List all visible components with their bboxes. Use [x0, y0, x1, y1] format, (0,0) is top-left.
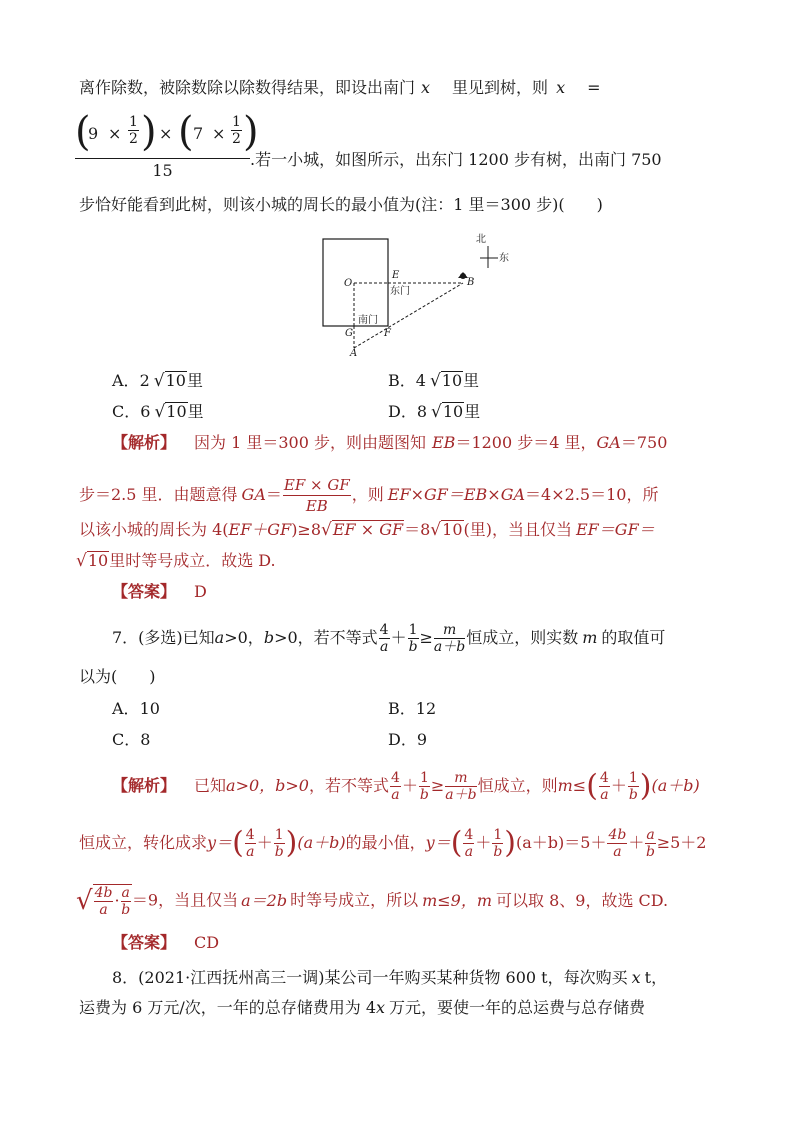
option-letter: B．: [388, 371, 416, 390]
q7-analysis-line-3: √ $\frac{4b}{a}$ · $\frac{a}{b}$ ＝9，当且仅当 a＝2b 时等号成立，所以 m≤9，m 可以取 8、9，故选 CD.: [76, 885, 669, 918]
var: EF＝GF＝: [576, 520, 655, 539]
dot: ·: [114, 891, 120, 910]
label-east: 东: [499, 253, 509, 264]
num: 1: [232, 114, 241, 130]
den: b: [493, 844, 503, 860]
option-text: 9: [416, 730, 428, 749]
den: b: [121, 902, 131, 918]
q7-option-c: [112, 728, 150, 752]
var: GA: [241, 485, 266, 504]
paren: ): [141, 109, 157, 155]
label-B: B: [467, 277, 475, 288]
frac: [94, 885, 114, 918]
var: y＝: [207, 833, 233, 852]
text: 已知: [194, 776, 227, 795]
unit: 里: [187, 402, 204, 421]
frac-4-over-a: [390, 770, 401, 803]
option-letter: C．: [112, 730, 141, 749]
frac: [121, 885, 131, 918]
q7-option-d: [388, 728, 427, 752]
num: EF × GF: [283, 476, 350, 494]
den: a: [464, 844, 474, 860]
number-7: 7: [193, 124, 204, 143]
text: 步＝2.5 里．由题意得: [79, 485, 238, 504]
q7-analysis-line-2: 恒成立，转化成求y＝( $\frac{4}{a}$ ＋ $\frac{1}{b}$ )(a＋b)的最小值，y＝( $\frac{4}{a}$ ＋ $\frac{1}{b}$ )(a＋b)＝5＋ $\frac{4b}{a}$ ＋ $\frac{a}{b}$ ≥5＋2: [79, 825, 707, 861]
q6-option-d: D．8 √10里: [388, 402, 481, 422]
num: 4: [245, 827, 255, 843]
text: 时等号成立，所以: [290, 890, 419, 910]
text: 8．(2021·江西抚州高三一调)某公司一年购买某种货物 600 t，每次购买: [112, 968, 628, 987]
text: 恒成立，则实数: [466, 628, 579, 647]
option-letter: D．: [388, 402, 417, 421]
text: t，: [644, 968, 668, 987]
plus: ＋: [628, 833, 645, 852]
text: 因为 1 里＝300 步，则由题图知: [194, 433, 426, 452]
ge: ≥: [419, 628, 433, 647]
option-text: 8: [140, 730, 151, 749]
q8-line-2: [79, 996, 645, 1020]
num: 1: [274, 827, 284, 843]
var: m≤: [557, 776, 587, 795]
label-F: F: [384, 328, 391, 339]
label-A: A: [350, 348, 358, 359]
num: m: [434, 622, 465, 639]
option-text: 12: [415, 699, 437, 718]
var: EF＋GF: [228, 520, 292, 539]
paren: ): [243, 109, 259, 155]
unit: 里: [186, 371, 203, 390]
q6-analysis-line-4: √10里时等号成立．故选 D.: [76, 551, 276, 571]
num: m: [445, 770, 476, 787]
frac-4-over-a: [599, 770, 610, 803]
plus: ＋: [610, 776, 627, 795]
unit: 里: [464, 402, 481, 421]
radicand: 10: [87, 551, 109, 570]
times: ×: [108, 124, 122, 143]
num: 1: [628, 770, 638, 786]
analysis-tag: 【解析】: [112, 776, 177, 795]
num: 4: [379, 622, 389, 638]
text: >0，: [224, 628, 264, 647]
var: m: [582, 628, 598, 647]
var-x: x: [421, 78, 431, 97]
num: 4b: [608, 827, 627, 843]
option-letter: C．: [112, 402, 141, 421]
den: a＋b: [433, 639, 466, 655]
num: a: [121, 885, 130, 901]
num: 1: [493, 827, 503, 843]
q6-analysis-line-1: [112, 431, 667, 455]
paren: (: [75, 109, 91, 155]
radicand: 10: [165, 371, 186, 390]
den: a: [391, 787, 400, 803]
times: ×: [159, 124, 173, 143]
option-letter: D．: [388, 730, 417, 749]
var: GA: [596, 433, 621, 452]
label-G: G: [345, 328, 353, 339]
plus: ＋: [401, 776, 418, 795]
ge: ≥: [430, 776, 445, 795]
var: x: [631, 968, 641, 987]
var: x: [376, 998, 386, 1017]
num: 4: [599, 770, 609, 786]
text: (里)，当且仅当: [463, 520, 572, 539]
text: 的最小值，: [345, 833, 426, 852]
q7-option-a: [112, 697, 160, 721]
radicand: 10: [441, 371, 463, 390]
var: EB: [432, 433, 456, 452]
q7-answer: [112, 931, 219, 955]
condition: a＝2b: [241, 890, 288, 910]
den: EB: [305, 497, 328, 515]
frac-m-over-ab: [445, 770, 476, 803]
text: 运费为 6 万元/次，一年的总存储费用为 4: [79, 998, 377, 1017]
den: a: [99, 902, 108, 918]
q6-option-b: B．4 √10里: [388, 371, 480, 391]
option-letter: B．: [388, 699, 416, 718]
frac-4b-over-a: [607, 827, 627, 860]
text: 里时等号成立．故选 D.: [109, 551, 276, 570]
condition: a>0，b>0: [226, 776, 309, 795]
option-letter: A．: [112, 371, 140, 390]
text: 离作除数，被除数除以除数得结果，即设出南门: [79, 78, 416, 97]
analysis-tag: 【解析】: [112, 433, 177, 452]
var: a: [214, 628, 225, 647]
frac-4-over-a: [379, 622, 390, 655]
q6-answer: [112, 580, 207, 604]
q7-stem-line-1: [112, 622, 665, 655]
den: a＋b: [445, 787, 477, 803]
plus: ＋: [475, 833, 492, 852]
q8-line-1: [112, 966, 667, 990]
frac-a-over-b: [645, 827, 655, 860]
frac-1-over-b: [419, 770, 430, 803]
num: 4: [464, 827, 474, 843]
frac-4-over-a: [463, 827, 474, 860]
text: ＝9，当且仅当: [131, 890, 239, 910]
answer-tag: 【答案】: [112, 582, 177, 601]
label-south-gate: 南门: [358, 315, 378, 326]
q6-line-2: .若一小城，如图所示，出东门 1200 步有树，出南门 750: [250, 150, 662, 169]
text: 7．(多选)已知: [112, 628, 215, 647]
label-east-gate: 东门: [390, 286, 410, 297]
text: 万元，要使一年的总运费与总存储费: [389, 998, 646, 1017]
den: a: [613, 844, 622, 860]
number-9: 9: [88, 124, 99, 143]
var: b: [263, 628, 275, 647]
text: ，若不等式: [309, 776, 390, 795]
den: b: [628, 787, 638, 803]
text: )≥8: [291, 520, 322, 539]
num: 4b: [94, 885, 113, 901]
coef: 8: [416, 402, 428, 421]
var: (a＋b): [297, 833, 346, 852]
den: 2: [232, 131, 241, 147]
var: (a＋b): [651, 776, 700, 795]
coef: 2: [139, 371, 150, 390]
den: a: [246, 844, 255, 860]
frac-m-over-ab: [434, 622, 465, 655]
answer-tag: 【答案】: [112, 933, 177, 952]
radicand: 10: [442, 520, 463, 539]
text: ＝4×2.5＝10，所: [525, 485, 659, 504]
fraction-numerator: [75, 108, 259, 159]
num: 1: [408, 622, 418, 638]
q6-option-a: A．2 √10里: [112, 371, 203, 391]
answer-value: CD: [194, 933, 220, 952]
text: 恒成立，则: [477, 776, 558, 795]
text: 可以取 8、9，故选 CD.: [496, 890, 669, 910]
radicand: 10: [166, 402, 187, 421]
text: ＝8: [404, 520, 431, 539]
num: 4: [391, 770, 400, 786]
q7-analysis-line-1: 【解析】 已知a>0，b>0，若不等式 $\frac{4}{a}$ ＋ $\frac{1}{b}$ ≥ $\frac{m}{a+b}$ 恒成立，则m≤( $\frac{4}{a}$ ＋ $\frac{1}{b}$ )(a＋b): [112, 768, 700, 804]
label-E: E: [392, 270, 400, 281]
ga-fraction: [283, 475, 351, 516]
option-text: 10: [139, 699, 160, 718]
radicand: EF × GF: [332, 520, 404, 539]
coef: 4: [415, 371, 426, 390]
plus: ＋: [390, 628, 407, 647]
q7-stem-line-2: 以为( ): [79, 667, 156, 686]
text: ＝1200 步＝4 里，: [455, 433, 597, 452]
half-fraction: [231, 114, 242, 147]
coef: 6: [140, 402, 151, 421]
q6-analysis-line-2: [79, 475, 658, 516]
frac-4-over-a: [245, 827, 256, 860]
num: 1: [419, 770, 429, 786]
text: 恒成立，转化成求: [79, 833, 208, 852]
sqrt-product: [93, 884, 132, 918]
var: m≤9，m: [422, 890, 493, 910]
q6-analysis-line-3: 以该小城的周长为 4(EF＋GF)≥8√EF × GF＝8√10(里)，当且仅当 EF＝GF＝: [79, 520, 655, 540]
q6-formula-fraction: [75, 108, 259, 183]
frac-1-over-b: [408, 622, 419, 655]
var: y＝: [425, 833, 451, 852]
den: b: [419, 787, 429, 803]
text: 里见到树，则: [452, 78, 549, 97]
unit: 里: [463, 371, 480, 390]
text: >0，若不等式: [274, 628, 378, 647]
paren: (: [178, 109, 194, 155]
fraction-denominator: 15: [152, 161, 173, 180]
times: ×: [212, 124, 226, 143]
equals: =: [587, 78, 601, 97]
plus: ＋: [256, 833, 273, 852]
num: a: [646, 827, 655, 843]
frac-1-over-b: [628, 770, 639, 803]
text: ＝750: [620, 433, 668, 452]
q6-line-3: 步恰好能看到此树，则该小城的周长的最小值为(注：1 里＝300 步)( ): [79, 195, 603, 214]
q6-option-c: C．6 √10里: [112, 402, 204, 422]
q6-line-1: [79, 76, 601, 100]
frac-1-over-b: [274, 827, 285, 860]
den: b: [646, 844, 655, 860]
frac-1-over-b: [492, 827, 503, 860]
label-O: O: [344, 278, 353, 289]
text: 的取值可: [601, 628, 666, 647]
den: a: [600, 787, 609, 803]
city-figure: [310, 228, 530, 360]
den: a: [379, 639, 389, 655]
var: EF×GF＝EB×GA: [387, 485, 526, 504]
num: 1: [129, 114, 138, 130]
text: ＝: [265, 485, 282, 504]
text: ，则: [351, 485, 384, 504]
label-north: 北: [476, 234, 486, 245]
text: (a＋b)＝5＋: [516, 833, 607, 852]
den: 2: [129, 131, 138, 147]
half-fraction: [128, 114, 139, 147]
text: ≥5＋2: [656, 833, 707, 852]
var-x: x: [556, 78, 566, 97]
text: 以该小城的周长为 4(: [79, 520, 229, 539]
radicand: 10: [442, 402, 464, 421]
den: b: [408, 639, 418, 655]
q7-option-b: [388, 697, 436, 721]
answer-value: D: [194, 582, 207, 601]
option-letter: A．: [112, 699, 140, 718]
den: b: [274, 844, 284, 860]
